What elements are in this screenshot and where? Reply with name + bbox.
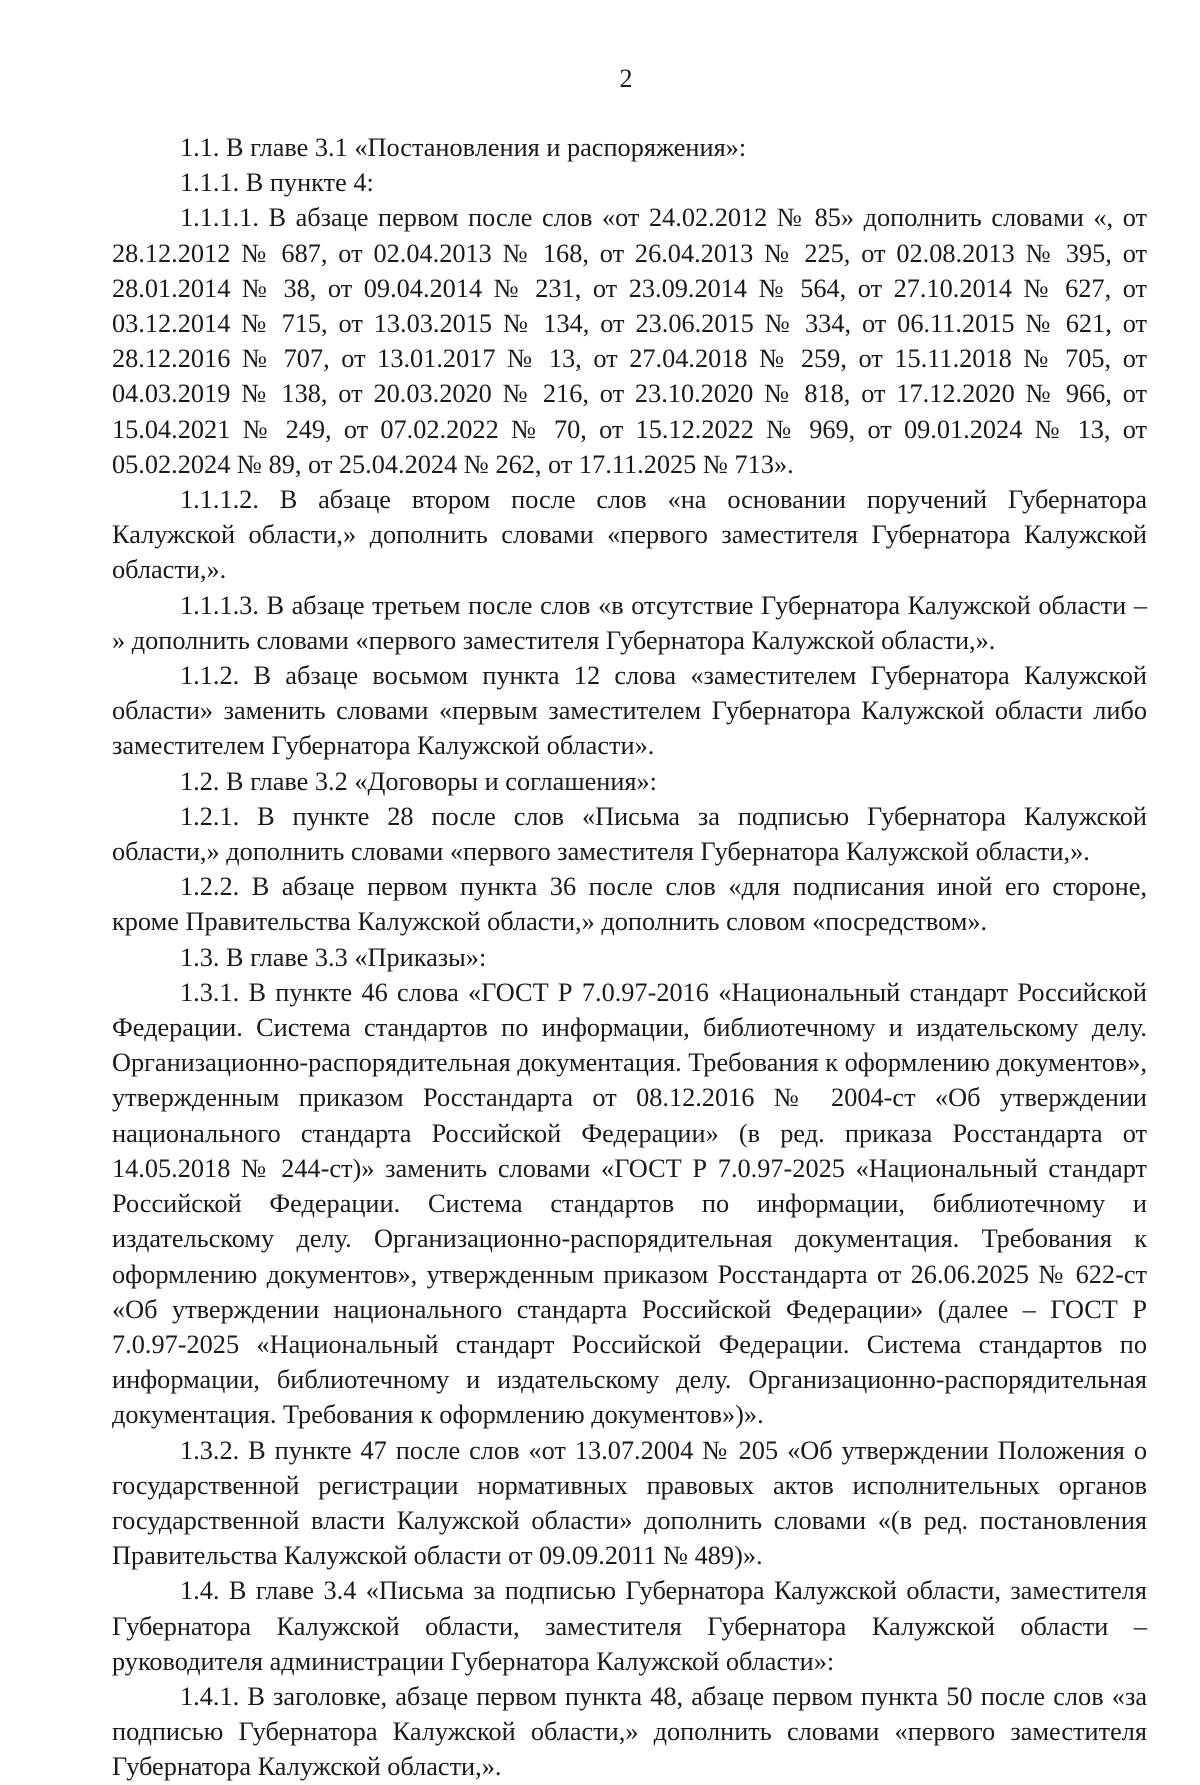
document-body (112, 130, 1147, 1785)
paragraph-1-2: 1.2. В главе 3.2 «Договоры и соглашения»: (180, 766, 657, 796)
paragraph-1-3: 1.3. В главе 3.3 «Приказы»: (180, 942, 487, 972)
paragraph-1-3-1: 1.3.1. В пункте 46 слова «ГОСТ Р 7.0.97-2016 «Национальный стандарт Российской Федерации. Система стандартов по информации, библиотечному и издательскому делу. Организационно-распорядительная документация. Требования к оформлению документов», утвержденным приказом Росстандарта от 08.12.2016 № 2004-ст «Об утверждении национального стандарта Российской Федерации» (в ред. приказа Росстандарта от 14.05.2018 № 244-ст)» заменить словами «ГОСТ Р 7.0.97-2025 «Национальный стандарт Российской Федерации. Система стандартов по информации, библиотечному и издательскому делу. Организационно-распорядительная документация. Требования к оформлению документов», утвержденным приказом Росстандарта от 26.06.2025 № 622-ст «Об утверждении национального стандарта Российской Федерации» (далее – ГОСТ Р 7.0.97-2025 «Национальный стандарт Российской Федерации. Система стандартов по информации, библиотечному и издательскому делу. Организационно-распорядительная документация. Требования к оформлению документов»)». (112, 977, 1148, 1430)
paragraph-1-1: 1.1. В главе 3.1 «Постановления и распоряжения»: (180, 133, 747, 162)
paragraph-1-4-1: 1.4.1. В заголовке, абзаце первом пункта 48, абзаце первом пункта 50 после слов «за подписью Губернатора Калужской области,» дополнить словами «первого заместителя Губернатора Калужской области,». (112, 1681, 1147, 1782)
paragraph-1-4: 1.4. В главе 3.4 «Письма за подписью Губернатора Калужской области, заместителя Губернатора Калужской области, заместителя Губернатора Калужской области – руководителя администрации Губернатора Калужской области»: (112, 1576, 1147, 1676)
paragraph-1-2-2: 1.2.2. В абзаце первом пункта 36 после слов «для подписания иной его стороне, кроме Правительства Калужской области,» дополнить словом «посредством». (112, 872, 1147, 937)
paragraph-1-1-1-1: 1.1.1.1. В абзаце первом после слов «от 24.02.2012 № 85» дополнить словами «, от 28.12.2012 № 687, от 02.04.2013 № 168, от 26.04.2013 № 225, от 02.08.2013 № 395, от 28.01.2014 № 38, от 09.04.2014 № 231, от 23.09.2014 № 564, от 27.10.2014 № 627, от 03.12.2014 № 715, от 13.03.2015 № 134, от 23.06.2015 № 334, от 06.11.2015 № 621, от 28.12.2016 № 707, от 13.01.2017 № 13, от 27.04.2018 № 259, от 15.11.2018 № 705, от 04.03.2019 № 138, от 20.03.2020 № 216, от 23.10.2020 № 818, от 17.12.2020 № 966, от 15.04.2021 № 249, от 07.02.2022 № 70, от 15.12.2022 № 969, от 09.01.2024 № 13, от 05.02.2024 № 89, от 25.04.2024 № 262, от 17.11.2025 № 713». (112, 203, 1147, 479)
paragraph-1-2-1: 1.2.1. В пункте 28 после слов «Письма за подписью Губернатора Калужской области,» дополнить словами «первого заместителя Губернатора Калужской области,». (112, 801, 1147, 867)
paragraph-1-1-2: 1.1.2. В абзаце восьмом пункта 12 слова «заместителем Губернатора Калужской области» заменить словами «первым заместителем Губернатора Калужской области либо заместителем Губернатора Калужской области». (112, 661, 1147, 761)
paragraph-1-1-1-3: 1.1.1.3. В абзаце третьем после слов «в отсутствие Губернатора Калужской области – » дополнить словами «первого заместителя Губернатора Калужской области,». (112, 590, 1147, 655)
paragraph-1-1-1-2: 1.1.1.2. В абзаце втором после слов «на основании поручений Губернатора Калужской области,» дополнить словами «первого заместителя Губернатора Калужской области,». (112, 485, 1147, 585)
page-number: 2 (619, 64, 633, 93)
paragraph-1-1-1: 1.1.1. В пункте 4: (180, 168, 374, 198)
paragraph-1-3-2: 1.3.2. В пункте 47 после слов «от 13.07.2004 № 205 «Об утверждении Положения о государственной регистрации нормативных правовых актов исполнительных органов государственной власти Калужской области» дополнить словами «(в ред. постановления Правительства Калужской области от 09.09.2011 № 489)». (112, 1435, 1147, 1571)
